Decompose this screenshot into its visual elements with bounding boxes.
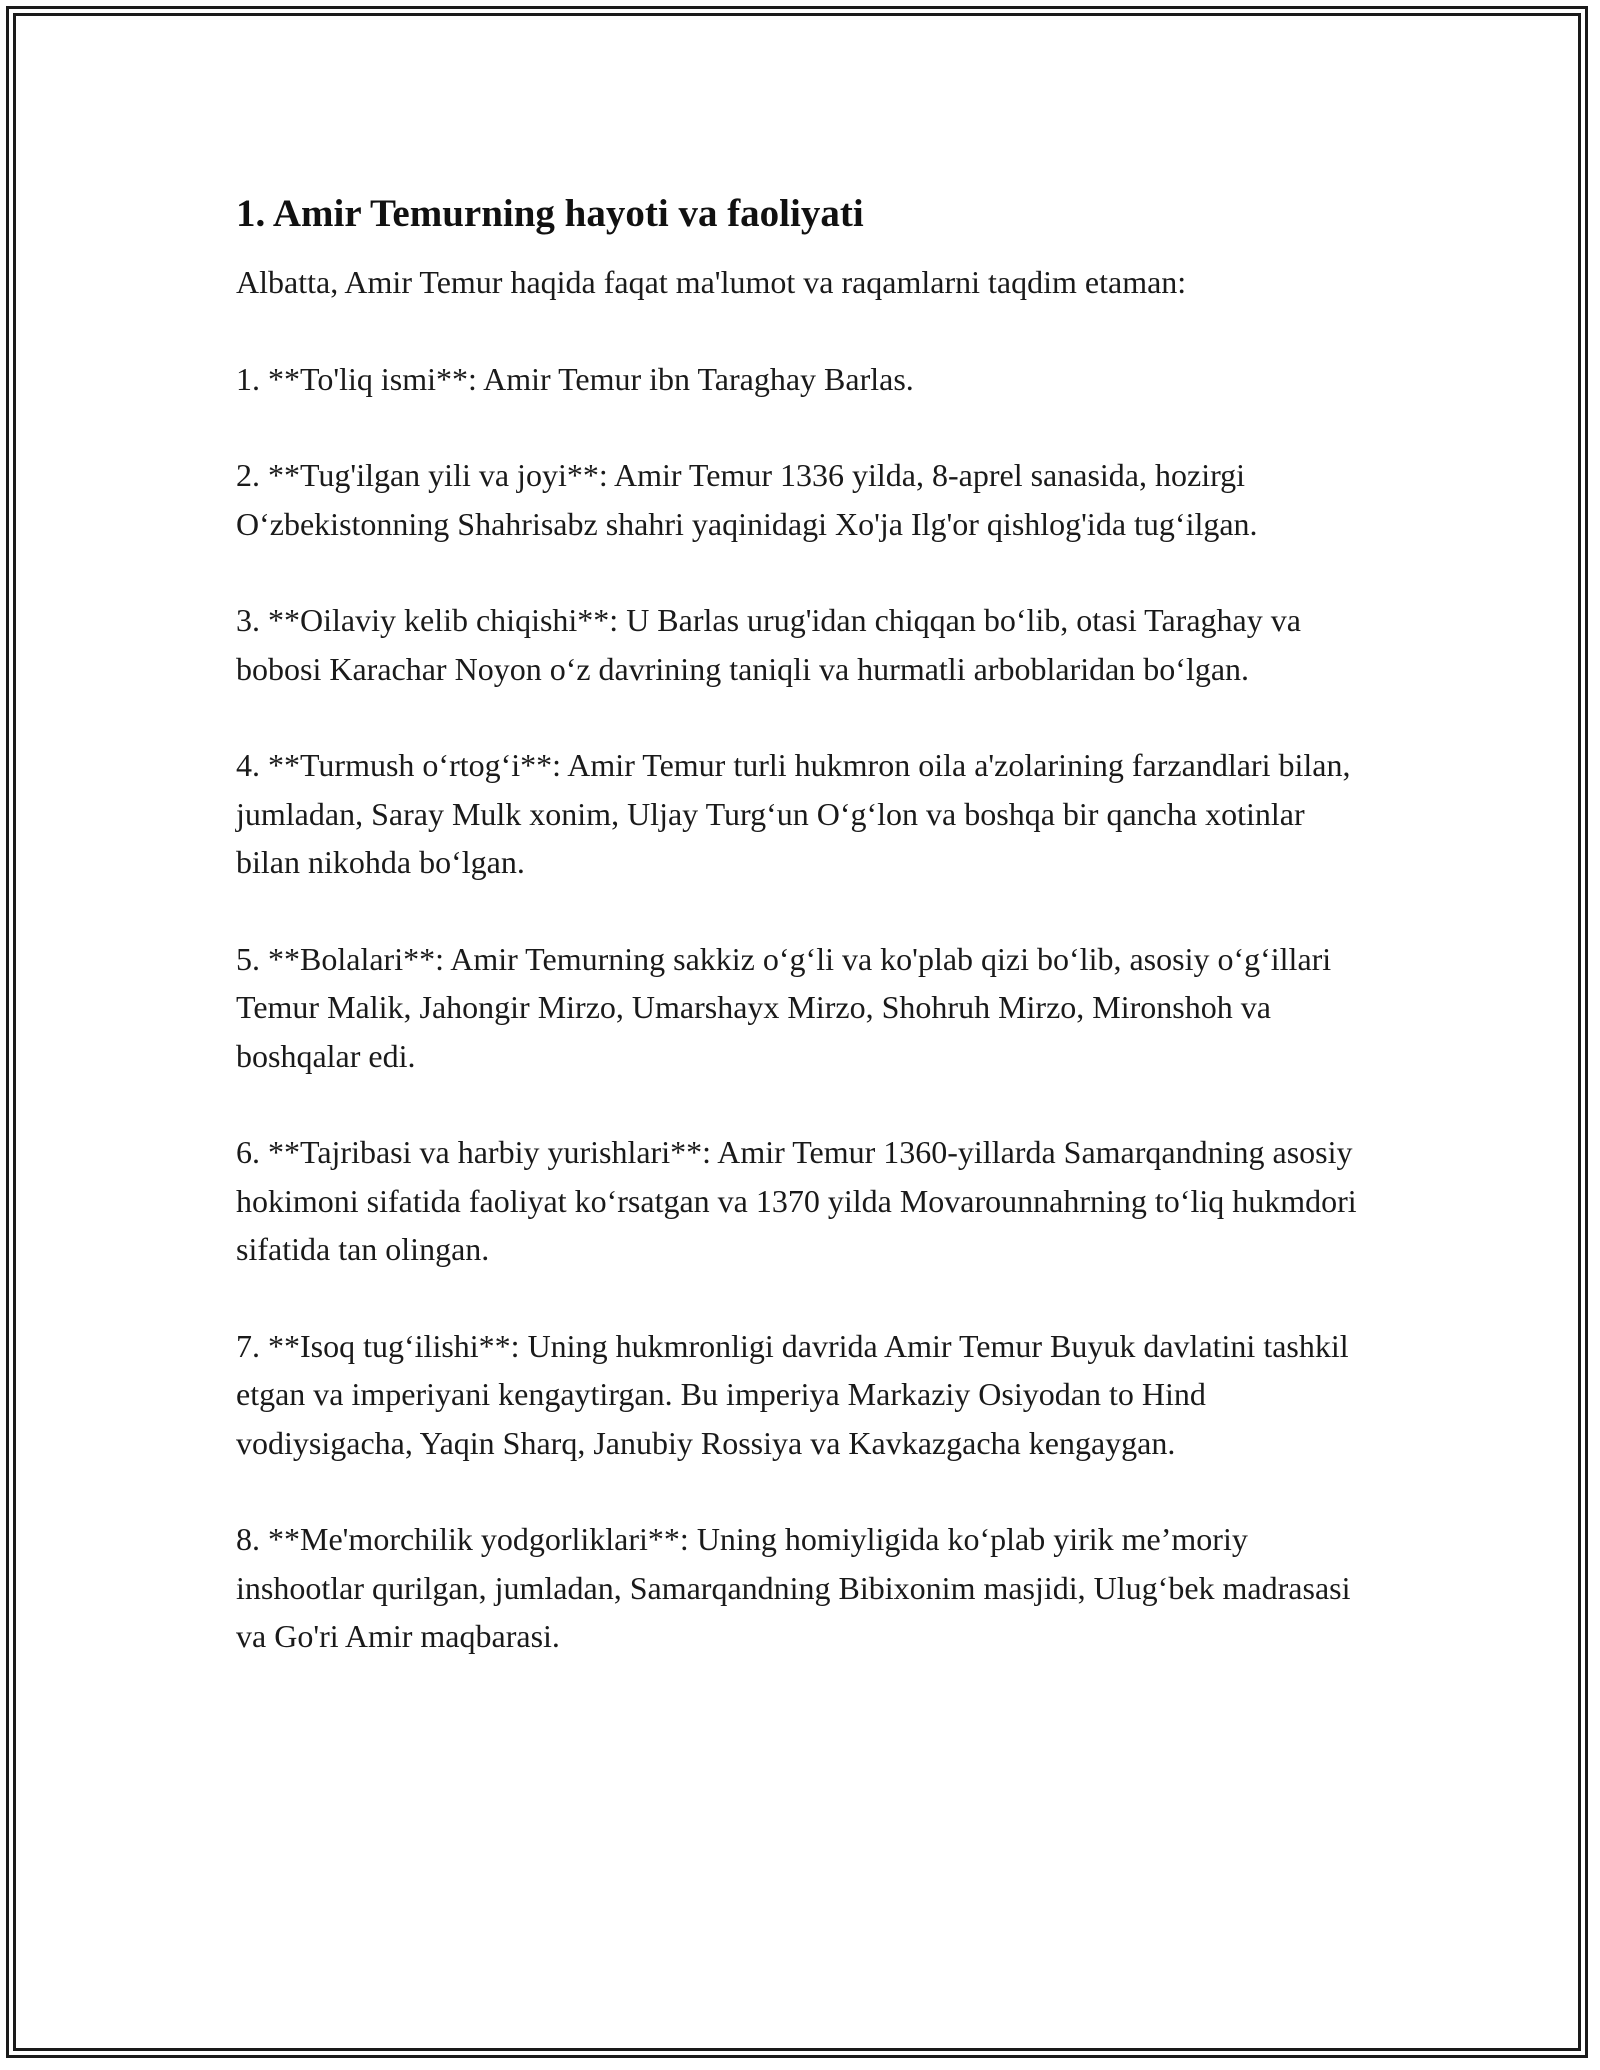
list-item-architecture: 8. **Me'morchilik yodgorliklari**: Uning homiyligida ko‘plab yirik me’moriy inshootlar qurilgan, jumladan, Samarqandning Bibixonim masjidi, Ulug‘bek madrasasi va Go'ri Amir maqbarasi.: [236, 1521, 1351, 1654]
list-item-family-origin: 3. **Oilaviy kelib chiqishi**: U Barlas urug'idan chiqqan bo‘lib, otasi Taraghay va bobosi Karachar Noyon o‘z davrining taniqli va hurmatli arboblaridan bo‘lgan.: [236, 602, 1301, 687]
document-heading: 1. Amir Temurning hayoti va faoliyati: [236, 192, 864, 235]
list-item-spouses: 4. **Turmush o‘rtog‘i**: Amir Temur turli hukmron oila a'zolarining farzandlari bilan, jumladan, Saray Mulk xonim, Uljay Turg‘un O‘g‘lon va boshqa bir qancha xotinlar bilan nikohda bo‘lgan.: [236, 747, 1351, 880]
list-item-empire: 7. **Isoq tug‘ilishi**: Uning hukmronligi davrida Amir Temur Buyuk davlatini tashkil etgan va imperiyani kengaytirgan. Bu imperiya Markaziy Osiyodan to Hind vodiysigacha, Yaqin Sharq, Janubiy Rossiya va Kavkazgacha kengaygan.: [236, 1327, 1349, 1461]
list-item-children: 5. **Bolalari**: Amir Temurning sakkiz o‘g‘li va ko'plab qizi bo‘lib, asosiy o‘g‘illari Temur Malik, Jahongir Mirzo, Umarshayx Mirzo, Shohruh Mirzo, Mironshoh va boshqalar edi.: [236, 940, 1332, 1074]
list-item-birth: 2. **Tug'ilgan yili va joyi**: Amir Temur 1336 yilda, 8-aprel sanasida, hozirgi O‘zbekistonning Shahrisabz shahri yaqinidagi Xo'ja Ilg'or qishlog'ida tug‘ilgan.: [236, 457, 1258, 542]
list-item-full-name: 1. **To'liq ismi**: Amir Temur ibn Taraghay Barlas.: [236, 360, 914, 397]
intro-paragraph: Albatta, Amir Temur haqida faqat ma'lumot va raqamlarni taqdim etaman:: [236, 264, 1187, 300]
document-body: [236, 188, 1376, 1709]
list-item-military-career: 6. **Tajribasi va harbiy yurishlari**: Amir Temur 1360-yillarda Samarqandning asosiy hokimoni sifatida faoliyat ko‘rsatgan va 1370 yilda Movarounnahrning to‘liq hukmdori sifatida tan olingan.: [236, 1134, 1357, 1267]
